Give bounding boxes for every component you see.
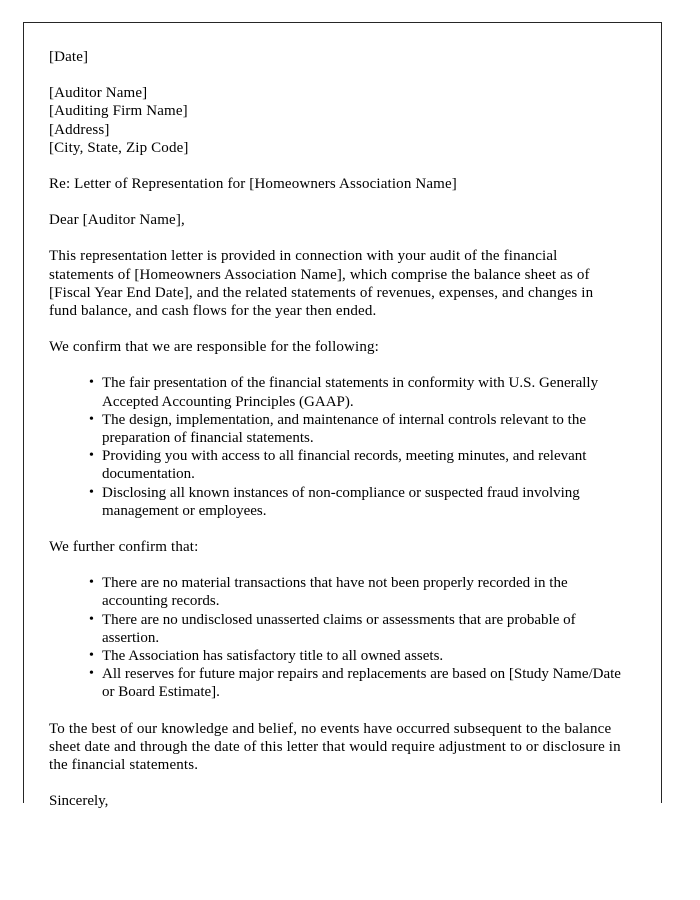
intro-paragraph: This representation letter is provided in connection with your audit of the financial statements of [Homeowners Association Name], which comprise the balance sheet as of [Fiscal Year End Date], and the related statements of revenues, expenses, and changes in fund balance, and cash flows for the year then ended. xyxy=(49,248,594,320)
date-placeholder: [Date] xyxy=(49,49,89,65)
letter-body xyxy=(49,48,624,811)
date-block xyxy=(49,48,624,66)
list-item: • Disclosing all known instances of non-compliance or suspected fraud involving management or employees. xyxy=(89,484,624,520)
section-one-bullet-list xyxy=(49,374,624,520)
recipient-address-block xyxy=(49,84,624,157)
subject-line: Re: Letter of Representation for [Homeowners Association Name] xyxy=(49,176,457,193)
section-one-lead-in: We confirm that we are responsible for the following: xyxy=(49,339,379,356)
subject-block xyxy=(49,175,624,193)
recipient-line-auditor-name: [Auditor Name] xyxy=(49,85,148,102)
salutation: Dear [Auditor Name], xyxy=(49,212,185,229)
recipient-line-address: [Address] xyxy=(49,121,110,138)
list-item: • There are no material transactions that have not been properly recorded in the accounting records. xyxy=(89,574,624,610)
salutation-block xyxy=(49,211,624,229)
list-item: • Providing you with access to all financial records, meeting minutes, and relevant documentation. xyxy=(89,447,624,483)
list-item: • All reserves for future major repairs and replacements are based on [Study Name/Date or Board Estimate]. xyxy=(89,665,624,701)
recipient-line-city-state-zip: [City, State, Zip Code] xyxy=(49,139,189,156)
list-item: • The fair presentation of the financial statements in conformity with U.S. Generally Accepted Accounting Principles (GAAP). xyxy=(89,374,624,410)
list-item: • The design, implementation, and maintenance of internal controls relevant to the preparation of financial statements. xyxy=(89,411,624,447)
signoff: Sincerely, xyxy=(49,793,109,810)
section-two-bullet-list xyxy=(49,574,624,701)
list-item: • The Association has satisfactory title to all owned assets. xyxy=(89,647,624,665)
list-item: • There are no undisclosed unasserted claims or assessments that are probable of assertion. xyxy=(89,611,624,647)
closing-paragraph: To the best of our knowledge and belief, no events have occurred subsequent to the balance sheet date and through the date of this letter that would require adjustment to or disclosure in the financial statements. xyxy=(49,720,621,774)
document-page-frame xyxy=(23,22,662,810)
recipient-line-firm-name: [Auditing Firm Name] xyxy=(49,103,188,120)
section-two-lead-in: We further confirm that: xyxy=(49,539,199,556)
